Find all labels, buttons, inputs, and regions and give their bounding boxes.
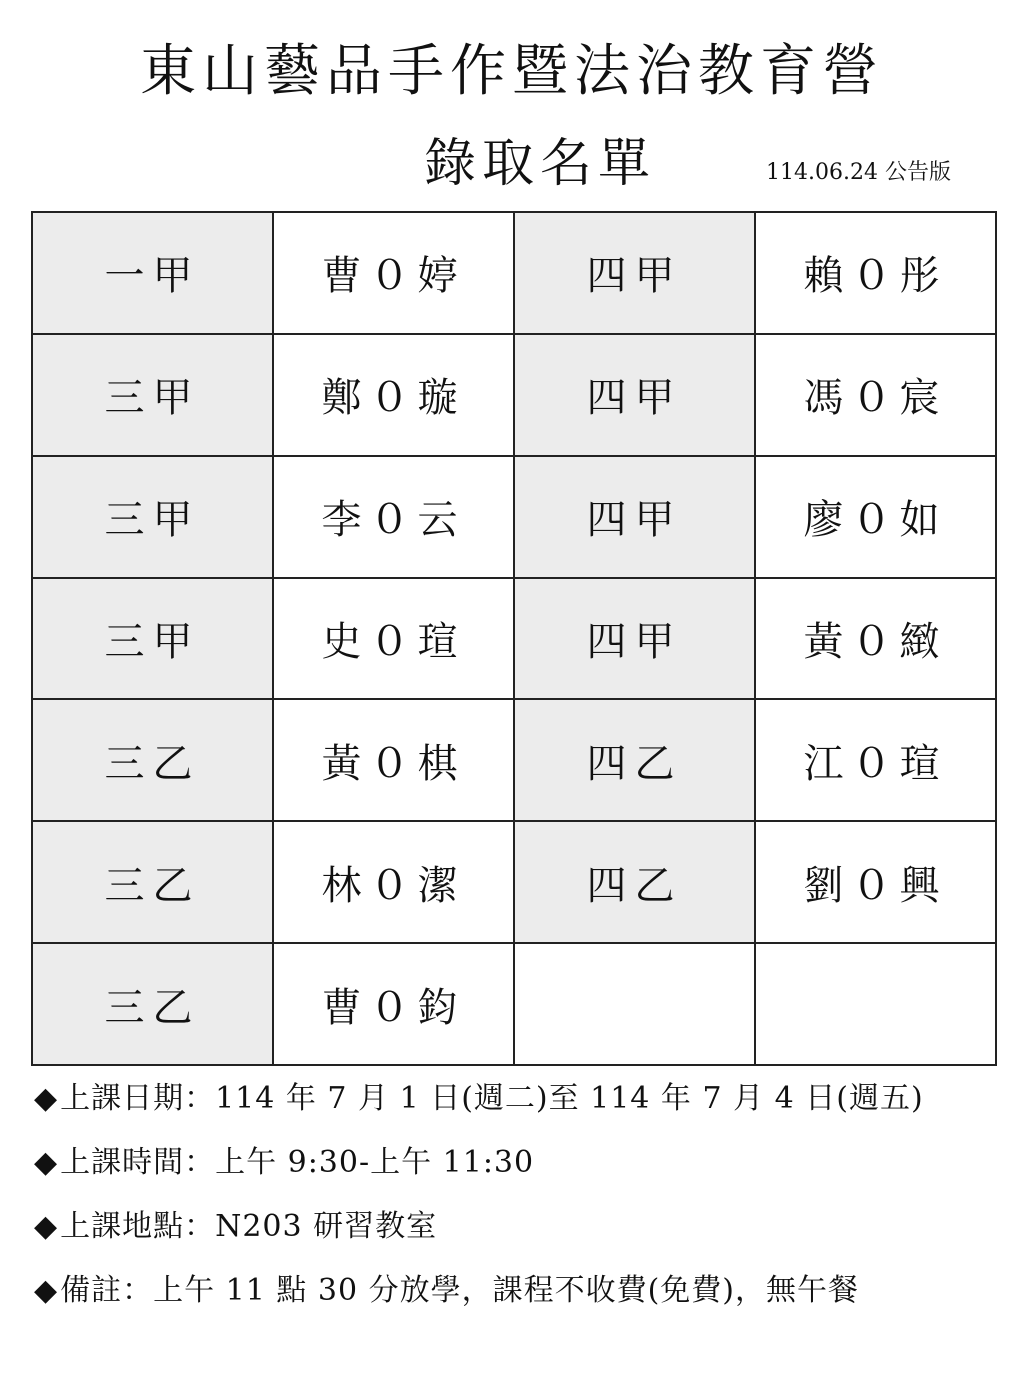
admission-table [31,211,997,1066]
student-name-cell: 鄭０璇 [273,334,514,456]
note-class-date [34,1074,994,1138]
student-name-cell: 史０瑄 [273,578,514,700]
empty-cell [514,943,755,1065]
note-text: 上課時間：上午 9:30-上午 11:30 [60,1145,535,1180]
class-cell: 三甲 [32,334,273,456]
empty-cell [755,943,996,1065]
student-name-cell: 江０瑄 [755,699,996,821]
class-cell: 三乙 [32,821,273,943]
class-cell: 四甲 [514,578,755,700]
table-row [32,212,996,334]
class-cell: 一甲 [32,212,273,334]
student-name-cell: 林０潔 [273,821,514,943]
class-cell: 四乙 [514,821,755,943]
student-name-cell: 劉０興 [755,821,996,943]
diamond-bullet-icon: ◆ [34,1209,59,1244]
class-cell: 四甲 [514,456,755,578]
table-row [32,821,996,943]
document-subtitle: 錄取名單 [424,134,657,194]
diamond-bullet-icon: ◆ [34,1273,59,1308]
note-text: 上課日期：114 年 7 月 1 日(週二)至 114 年 7 月 4 日(週五) [60,1081,924,1116]
diamond-bullet-icon: ◆ [34,1145,59,1180]
class-cell: 三乙 [32,943,273,1065]
note-text: 備註：上午 11 點 30 分放學，課程不收費(免費)，無午餐 [60,1273,859,1308]
version-label: 114.06.24 公告版 [766,160,951,185]
student-name-cell: 曹０婷 [273,212,514,334]
note-text: 上課地點：N203 研習教室 [60,1209,438,1244]
notes-section [34,1074,994,1330]
student-name-cell: 馮０宸 [755,334,996,456]
class-cell: 三甲 [32,578,273,700]
class-cell: 四乙 [514,699,755,821]
student-name-cell: 曹０鈞 [273,943,514,1065]
diamond-bullet-icon: ◆ [34,1081,59,1116]
table-row [32,943,996,1065]
table-row [32,456,996,578]
table-row [32,334,996,456]
document-title: 東山藝品手作暨法治教育營 [140,39,884,104]
table-row [32,699,996,821]
class-cell: 三甲 [32,456,273,578]
student-name-cell: 黃０棋 [273,699,514,821]
student-name-cell: 廖０如 [755,456,996,578]
student-name-cell: 賴０彤 [755,212,996,334]
student-name-cell: 李０云 [273,456,514,578]
class-cell: 四甲 [514,212,755,334]
note-remarks [34,1266,994,1330]
note-class-location [34,1202,994,1266]
student-name-cell: 黃０緻 [755,578,996,700]
class-cell: 四甲 [514,334,755,456]
note-class-time [34,1138,994,1202]
class-cell: 三乙 [32,699,273,821]
table-row [32,578,996,700]
